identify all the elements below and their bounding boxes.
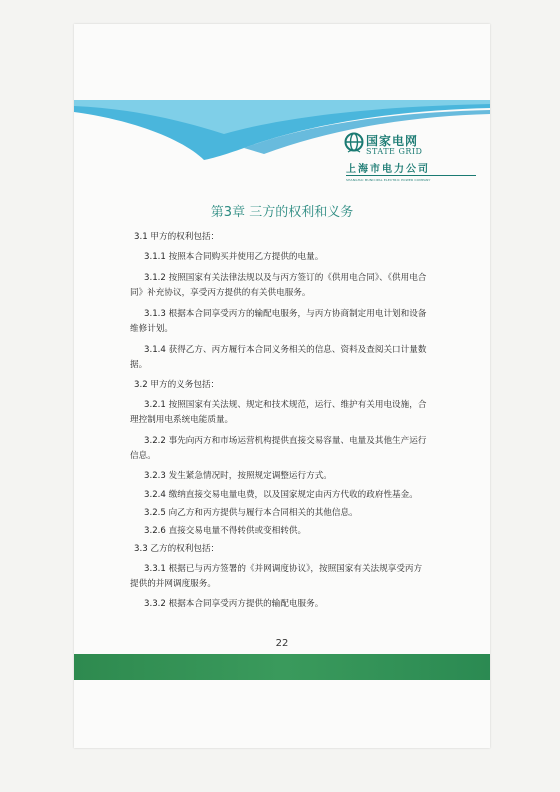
paragraph-line: 3.2.6 直接交易电量不得转供或变相转供。 [144,526,307,536]
logo-english-company: SHANGHAI MUNICIPAL ELECTRIC POWER COMPANY [346,178,431,182]
paragraph-line: 3.2.4 缴纳直接交易电量电费，以及国家规定由丙方代收的政府性基金。 [144,490,418,500]
paragraph-line: 3.1.3 根据本合同享受丙方的输配电服务，与丙方协商制定用电计划和设备 [144,309,427,319]
paragraph-line: 信息。 [130,451,156,461]
paragraph-line: 3.1 甲方的权利包括： [134,232,220,242]
paragraph-line: 3.2.1 按照国家有关法规、规定和技术规范，运行、维护有关用电设施，合 [144,400,427,410]
logo-cn-text: 国家电网 [366,134,419,148]
paragraph-line: 理控制用电系统电能质量。 [130,415,234,425]
paragraph-line: 3.1.2 按照国家有关法律法规以及与丙方签订的《供用电合同》、《供用电合 [144,273,427,283]
paragraph-line: 3.3.2 根据本合同享受丙方提供的输配电服务。 [144,599,324,609]
footer-band [74,654,490,680]
paragraph-line: 同》补充协议，享受丙方提供的有关供电服务。 [130,288,311,298]
paragraph-line: 3.1.4 获得乙方、丙方履行本合同义务相关的信息、资料及查阅关口计量数 [144,345,427,355]
page-number: 22 [275,638,289,649]
paragraph-line: 3.2.2 事先向丙方和市场运营机构提供直接交易容量、电量及其他生产运行 [144,436,427,446]
paragraph-line: 3.3 乙方的权利包括： [134,544,220,554]
logo-en-text: STATE GRID [366,147,423,156]
state-grid-emblem-icon [344,132,364,154]
logo-divider [346,175,476,176]
paragraph-line: 3.2 甲方的义务包括： [134,380,220,390]
document-page [74,24,490,748]
logo-company-name: 上海市电力公司 [346,164,430,175]
paragraph-line: 3.1.1 按照本合同购买并使用乙方提供的电量。 [144,252,324,262]
paragraph-line: 维修计划。 [130,324,173,334]
paragraph-line: 3.2.3 发生紧急情况时，按照规定调整运行方式。 [144,471,332,481]
paragraph-line: 3.2.5 向乙方和丙方提供与履行本合同相关的其他信息。 [144,508,358,518]
chapter-title: 第3章 三方的权利和义务 [210,205,354,220]
paragraph-line: 据。 [130,360,148,370]
paragraph-line: 3.3.1 根据已与丙方签署的《并网调度协议》，按照国家有关法规享受丙方 [144,564,423,574]
state-grid-logo [340,132,490,212]
paragraph-line: 提供的并网调度服务。 [130,579,216,589]
